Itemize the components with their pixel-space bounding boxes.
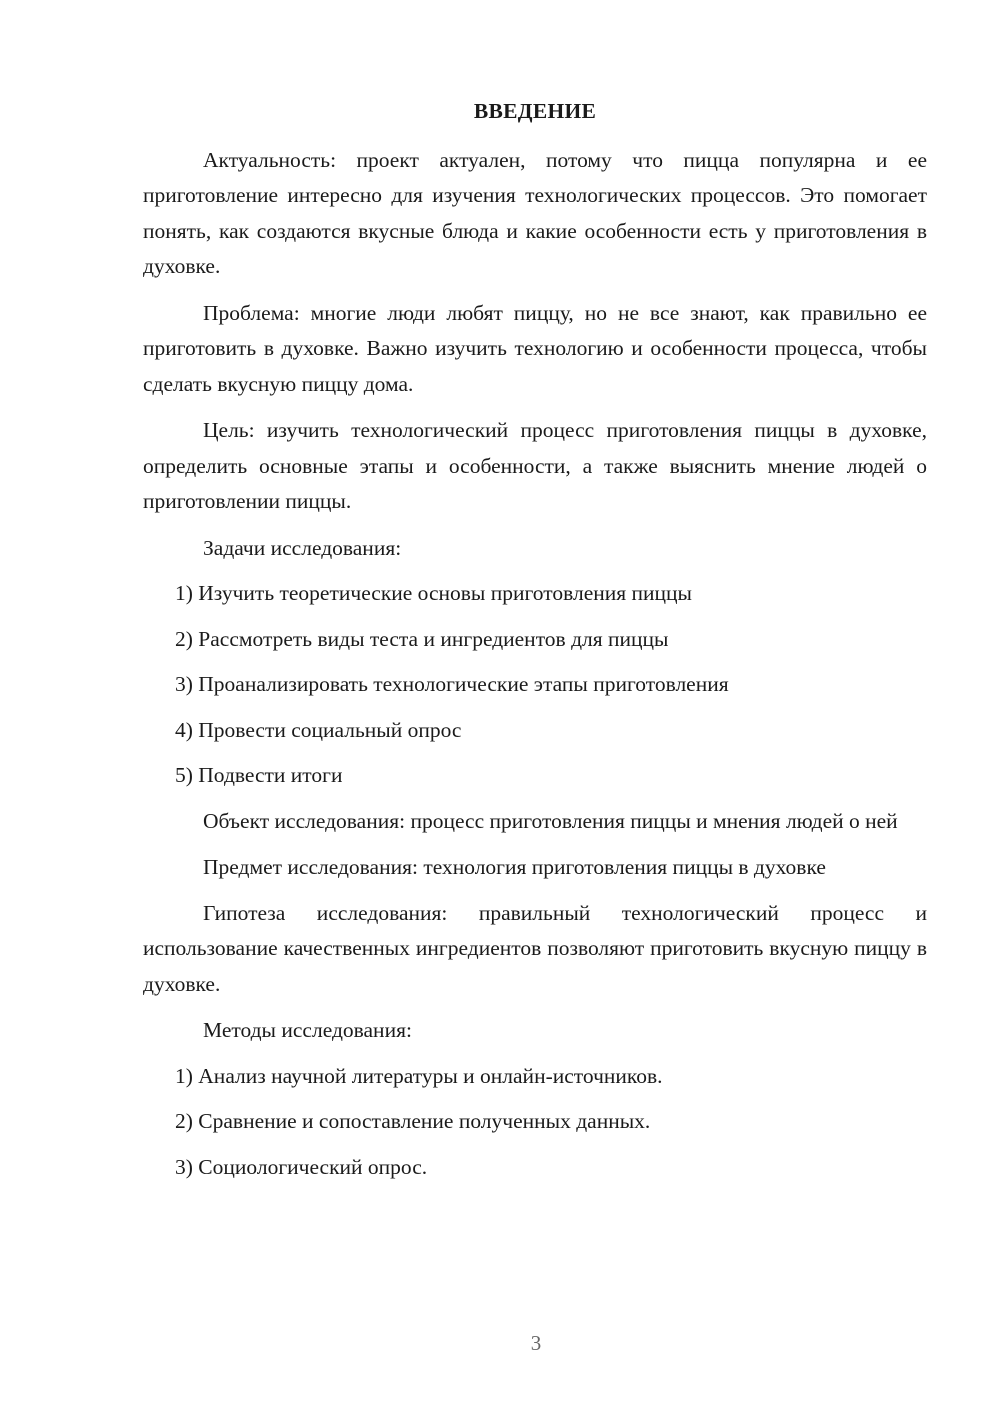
method-item: 3) Социологический опрос. bbox=[175, 1154, 428, 1179]
task-item: 4) Провести социальный опрос bbox=[175, 717, 462, 742]
method-item: 2) Сравнение и сопоставление полученных данных. bbox=[175, 1109, 651, 1133]
task-item: 3) Проанализировать технологические этапы приготовления bbox=[175, 672, 729, 696]
task-item: 5) Подвести итоги bbox=[175, 763, 343, 787]
method-item: 1) Анализ научной литературы и онлайн-источников. bbox=[175, 1063, 663, 1088]
task-item: 2) Рассмотреть виды теста и ингредиентов для пиццы bbox=[175, 626, 669, 651]
tasks-list bbox=[143, 576, 927, 794]
page-number: 3 bbox=[530, 1331, 542, 1355]
tasks-heading: Задачи исследования: bbox=[203, 535, 402, 560]
page-title: ВВЕДЕНИЕ bbox=[473, 99, 597, 123]
task-item: 1) Изучить теоретические основы приготовления пиццы bbox=[175, 581, 692, 605]
relevance-paragraph: Актуальность: проект актуален, потому что пицца популярна и ее приготовление интересно для изучения технологических процессов. Это помогает понять, как создаются вкусные блюда и какие особенности есть у приготовления в духовке. bbox=[143, 147, 927, 278]
goal-paragraph: Цель: изучить технологический процесс приготовления пиццы в духовке, определить основные этапы и особенности, а также выяснить мнение людей о приготовлении пиццы. bbox=[143, 418, 927, 513]
problem-paragraph: Проблема: многие люди любят пиццу, но не все знают, как правильно ее приготовить в духовке. Важно изучить технологию и особенности процесса, чтобы сделать вкусную пиццу дома. bbox=[143, 300, 927, 396]
methods-heading: Методы исследования: bbox=[203, 1018, 412, 1042]
page-content bbox=[143, 94, 927, 1195]
subject-paragraph: Предмет исследования: технология приготовления пиццы в духовке bbox=[203, 855, 826, 879]
hypothesis-paragraph: Гипотеза исследования: правильный технологический процесс и использование качественных ингредиентов позволяют приготовить вкусную пиццу в духовке. bbox=[143, 900, 927, 996]
methods-list bbox=[143, 1059, 927, 1186]
object-paragraph: Объект исследования: процесс приготовления пиццы и мнения людей о ней bbox=[203, 808, 898, 833]
